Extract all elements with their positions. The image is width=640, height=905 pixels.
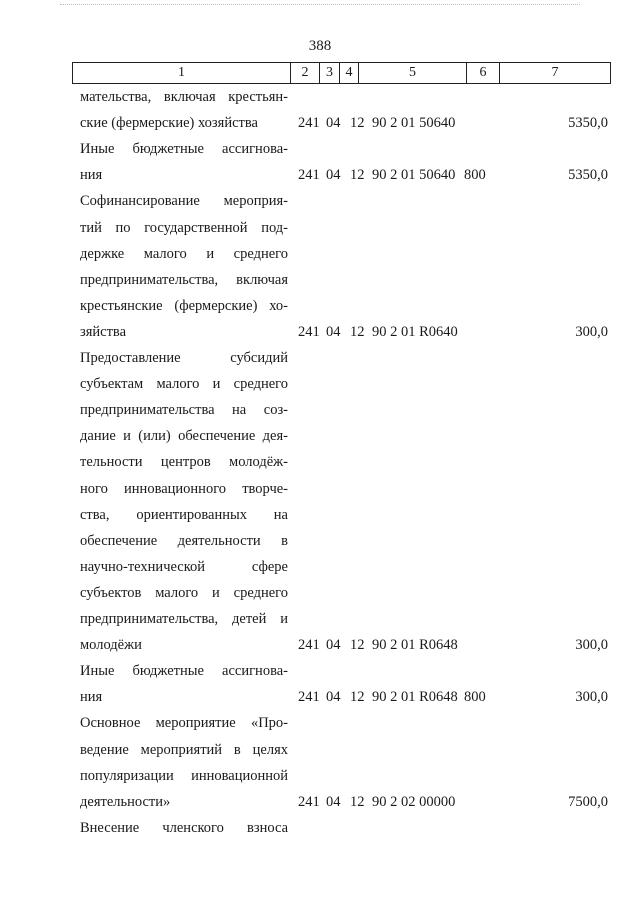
table-row — [0, 789, 640, 815]
row-description: дание и (или) обеспечение дея- — [80, 428, 288, 445]
code-target-article: 90 2 02 00000 — [372, 793, 456, 810]
row-codes — [298, 789, 494, 815]
table-row — [0, 267, 640, 293]
row-description: Предоставление субсидий — [80, 350, 288, 366]
row-codes — [298, 684, 494, 710]
table-row — [0, 449, 640, 475]
code-subsection: 12 — [350, 637, 365, 654]
table-row — [0, 658, 640, 684]
table-row — [0, 319, 640, 345]
table-row — [0, 345, 640, 371]
row-codes — [298, 162, 494, 188]
table-row — [0, 606, 640, 632]
row-description: крестьянские (фермерские) хо- — [80, 297, 288, 314]
column-header-4: 4 — [340, 63, 359, 83]
code-ministry: 241 — [298, 793, 320, 810]
code-subsection: 12 — [350, 167, 365, 184]
table-row — [0, 554, 640, 580]
page-number: 388 — [308, 38, 332, 54]
code-subsection: 12 — [350, 115, 365, 132]
row-codes — [298, 632, 494, 658]
table-row — [0, 371, 640, 397]
code-subsection: 12 — [350, 689, 365, 706]
row-description: Основное мероприятие «Про- — [80, 715, 288, 732]
column-header-7: 7 — [551, 65, 559, 80]
row-description: обеспечение деятельности в — [80, 532, 288, 549]
row-amount: 5350,0 — [568, 115, 608, 132]
code-section: 04 — [326, 167, 341, 184]
code-ministry: 241 — [298, 167, 320, 184]
table-row — [0, 528, 640, 554]
code-target-article: 90 2 01 R0648 — [372, 689, 458, 706]
table-row — [0, 84, 640, 110]
table-row — [0, 188, 640, 214]
row-description: держке малого и среднего — [80, 245, 288, 262]
row-description: ния — [80, 689, 103, 706]
row-description: тельности центров молодёж- — [80, 454, 288, 471]
row-description: научно-технической сфере — [80, 558, 288, 575]
table-row — [0, 476, 640, 502]
row-description: ния — [80, 167, 103, 184]
row-description: Иные бюджетные ассигнова- — [80, 663, 288, 680]
row-description: популяризации инновационной — [80, 767, 288, 784]
column-header-1: 1 — [73, 63, 291, 83]
table-row — [0, 710, 640, 736]
row-amount: 300,0 — [575, 323, 608, 340]
table-row — [0, 397, 640, 423]
code-ministry: 241 — [298, 637, 320, 654]
row-description: субъектов малого и среднего — [80, 584, 288, 601]
table-row — [0, 423, 640, 449]
table-row — [0, 241, 640, 267]
code-target-article: 90 2 01 50640 — [372, 115, 456, 132]
code-target-article: 90 2 01 R0648 — [372, 637, 458, 654]
code-target-article: 90 2 01 50640 — [372, 167, 456, 184]
table-row — [0, 136, 640, 162]
table-row — [0, 737, 640, 763]
row-codes — [298, 110, 494, 136]
row-description: Внесение членского взноса — [80, 819, 288, 836]
row-description: ведение мероприятий в целях — [80, 741, 288, 758]
table-row — [0, 215, 640, 241]
code-expense-type: 800 — [464, 167, 486, 184]
code-section: 04 — [326, 793, 341, 810]
row-description: предпринимательства, включая — [80, 271, 288, 288]
row-amount: 5350,0 — [568, 167, 608, 184]
column-header-5: 5 — [359, 63, 467, 83]
scan-artifact — [60, 4, 580, 9]
table-header — [72, 62, 611, 84]
row-description: Софинансирование мероприя- — [80, 193, 288, 210]
code-section: 04 — [326, 637, 341, 654]
code-subsection: 12 — [350, 793, 365, 810]
table-row — [0, 815, 640, 841]
row-codes — [298, 319, 494, 345]
row-description: ства, ориентированных на — [80, 506, 288, 523]
code-subsection: 12 — [350, 323, 365, 340]
code-section: 04 — [326, 115, 341, 132]
code-target-article: 90 2 01 R0640 — [372, 323, 458, 340]
column-header-2: 2 — [291, 63, 320, 83]
row-description: субъектам малого и среднего — [80, 376, 288, 393]
table-row — [0, 632, 640, 658]
row-description: молодёжи — [80, 637, 142, 654]
row-description: мательства, включая крестьян- — [80, 89, 288, 105]
row-amount: 7500,0 — [568, 793, 608, 810]
row-description: зяйства — [80, 323, 127, 340]
code-section: 04 — [326, 323, 341, 340]
row-description: предпринимательства на соз- — [80, 402, 288, 419]
row-description: тий по государственной под- — [80, 219, 288, 236]
code-ministry: 241 — [298, 115, 320, 132]
table-row — [0, 763, 640, 789]
table-row — [0, 502, 640, 528]
column-header-6: 6 — [467, 63, 500, 83]
table-row — [0, 162, 640, 188]
code-expense-type: 800 — [464, 689, 486, 706]
row-description: Иные бюджетные ассигнова- — [80, 141, 288, 158]
row-description: деятельности» — [80, 793, 171, 810]
code-ministry: 241 — [298, 323, 320, 340]
row-description: предпринимательства, детей и — [80, 611, 288, 627]
row-description: ного инновационного творче- — [80, 480, 288, 497]
table-row — [0, 684, 640, 710]
table-row — [0, 110, 640, 136]
row-description: ские (фермерские) хозяйства — [80, 115, 258, 132]
row-amount: 300,0 — [575, 689, 608, 706]
table-row — [0, 293, 640, 319]
code-ministry: 241 — [298, 689, 320, 706]
code-section: 04 — [326, 689, 341, 706]
row-amount: 300,0 — [575, 637, 608, 654]
table-row — [0, 580, 640, 606]
column-header-3: 3 — [320, 63, 340, 83]
